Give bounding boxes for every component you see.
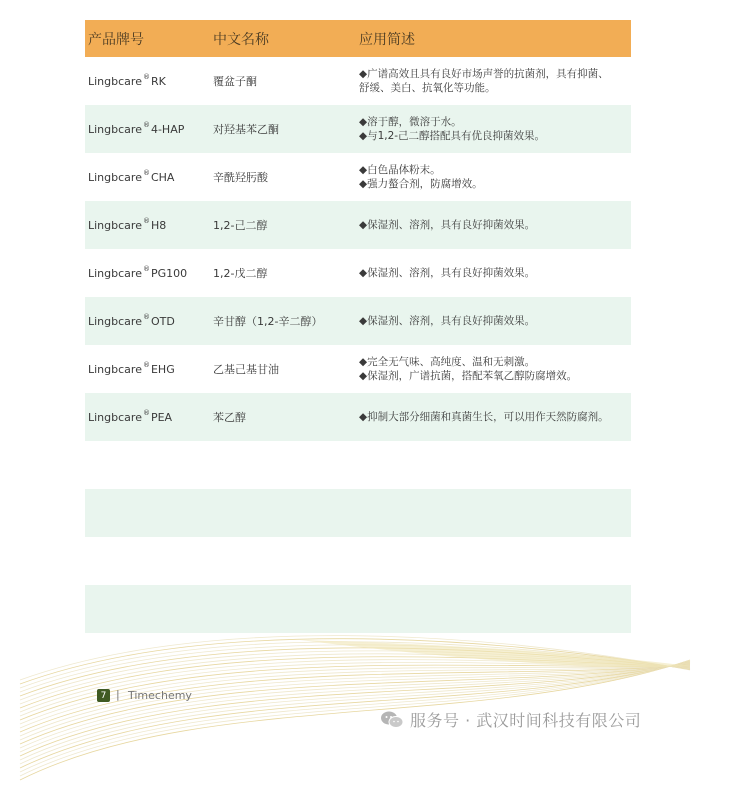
table-row (85, 201, 631, 249)
product-code: CHA (150, 170, 175, 184)
brand-text: Lingbcare (88, 218, 142, 232)
registered-mark: ® (142, 217, 150, 225)
product-code: PEA (150, 410, 173, 424)
product-code: EHG (150, 362, 175, 376)
application-line: ◆白色晶体粉末。 (359, 164, 441, 176)
product-code: OTD (150, 314, 175, 328)
table-body (85, 57, 631, 633)
chinese-name-cell: 苯乙醇 (213, 411, 246, 424)
brand-text: Lingbcare (88, 122, 142, 136)
header-application: 应用简述 (359, 31, 415, 48)
application-cell (359, 105, 629, 153)
chinese-name-cell: 对羟基苯乙酮 (213, 123, 279, 136)
application-cell (359, 249, 629, 297)
table-row (85, 249, 631, 297)
brand-text: Lingbcare (88, 74, 142, 88)
chinese-name-cell: 辛酰羟肟酸 (213, 171, 268, 184)
application-line: ◆完全无气味、高纯度、温和无刺激。 (359, 356, 536, 368)
application-line: ◆溶于醇，微溶于水。 (359, 116, 462, 128)
application-cell (359, 57, 629, 105)
product-code: H8 (150, 218, 167, 232)
product-brand-cell (88, 57, 166, 105)
application-line: ◆保湿剂、溶剂，具有良好抑菌效果。 (359, 267, 536, 279)
chinese-name-cell: 1,2-戊二醇 (213, 267, 268, 280)
table-row (85, 345, 631, 393)
chinese-name-cell: 1,2-己二醇 (213, 219, 268, 232)
brand-text: Lingbcare (88, 314, 142, 328)
application-cell (359, 201, 629, 249)
product-brand-cell (88, 201, 166, 249)
registered-mark: ® (142, 265, 150, 273)
product-code: 4-HAP (150, 122, 185, 136)
brand-text: Lingbcare (88, 170, 142, 184)
registered-mark: ® (142, 361, 150, 369)
application-cell (359, 153, 629, 201)
application-line: ◆保湿剂、溶剂，具有良好抑菌效果。 (359, 315, 536, 327)
product-brand-cell (88, 105, 184, 153)
application-cell (359, 441, 629, 489)
product-table (85, 20, 631, 633)
registered-mark: ® (142, 121, 150, 129)
table-row (85, 297, 631, 345)
chinese-name-cell: 辛甘醇（1,2-辛二醇） (213, 315, 323, 328)
wechat-icon (380, 710, 404, 730)
table-row (85, 105, 631, 153)
application-line: ◆保湿剂，广谱抗菌，搭配苯氧乙醇防腐增效。 (359, 370, 578, 382)
application-line: 舒缓、美白、抗氧化等功能。 (359, 82, 496, 94)
application-cell (359, 345, 629, 393)
footer-brand: Timechemy (128, 689, 192, 702)
table-row (85, 441, 631, 489)
application-line: ◆抑制大部分细菌和真菌生长，可以用作天然防腐剂。 (359, 411, 609, 423)
registered-mark: ® (142, 73, 150, 81)
footer-separator: | (116, 688, 120, 701)
wechat-watermark (380, 708, 641, 731)
header-brand: 产品牌号 (88, 31, 144, 48)
chinese-name-cell: 乙基己基甘油 (213, 363, 279, 376)
table-row (85, 393, 631, 441)
registered-mark: ® (142, 313, 150, 321)
brand-text: Lingbcare (88, 362, 142, 376)
application-cell (359, 393, 629, 441)
product-brand-cell (88, 249, 187, 297)
application-cell (359, 585, 629, 633)
brand-text: Lingbcare (88, 410, 142, 424)
application-line: ◆与1,2-己二醇搭配具有优良抑菌效果。 (359, 130, 546, 142)
application-line: ◆广谱高效且具有良好市场声誉的抗菌剂，具有抑菌、 (359, 68, 609, 80)
table-row (85, 537, 631, 585)
application-cell (359, 537, 629, 585)
watermark-text: 服务号 · 武汉时间科技有限公司 (410, 711, 642, 730)
table-header (85, 20, 631, 57)
table-row (85, 489, 631, 537)
chinese-name-cell: 覆盆子酮 (213, 75, 257, 88)
wave-line (20, 664, 690, 744)
product-code: PG100 (150, 266, 188, 280)
application-cell (359, 297, 629, 345)
product-brand-cell (88, 345, 175, 393)
registered-mark: ® (142, 169, 150, 177)
registered-mark: ® (142, 409, 150, 417)
header-chinese-name: 中文名称 (213, 31, 269, 48)
product-brand-cell (88, 297, 175, 345)
table-row (85, 153, 631, 201)
application-cell (359, 489, 629, 537)
product-brand-cell (88, 393, 172, 441)
table-row (85, 57, 631, 105)
page-number: 7 (97, 689, 110, 702)
application-line: ◆强力螯合剂，防腐增效。 (359, 178, 483, 190)
product-code: RK (150, 74, 166, 88)
table-row (85, 585, 631, 633)
application-line: ◆保湿剂、溶剂，具有良好抑菌效果。 (359, 219, 536, 231)
brand-text: Lingbcare (88, 266, 142, 280)
product-brand-cell (88, 153, 174, 201)
